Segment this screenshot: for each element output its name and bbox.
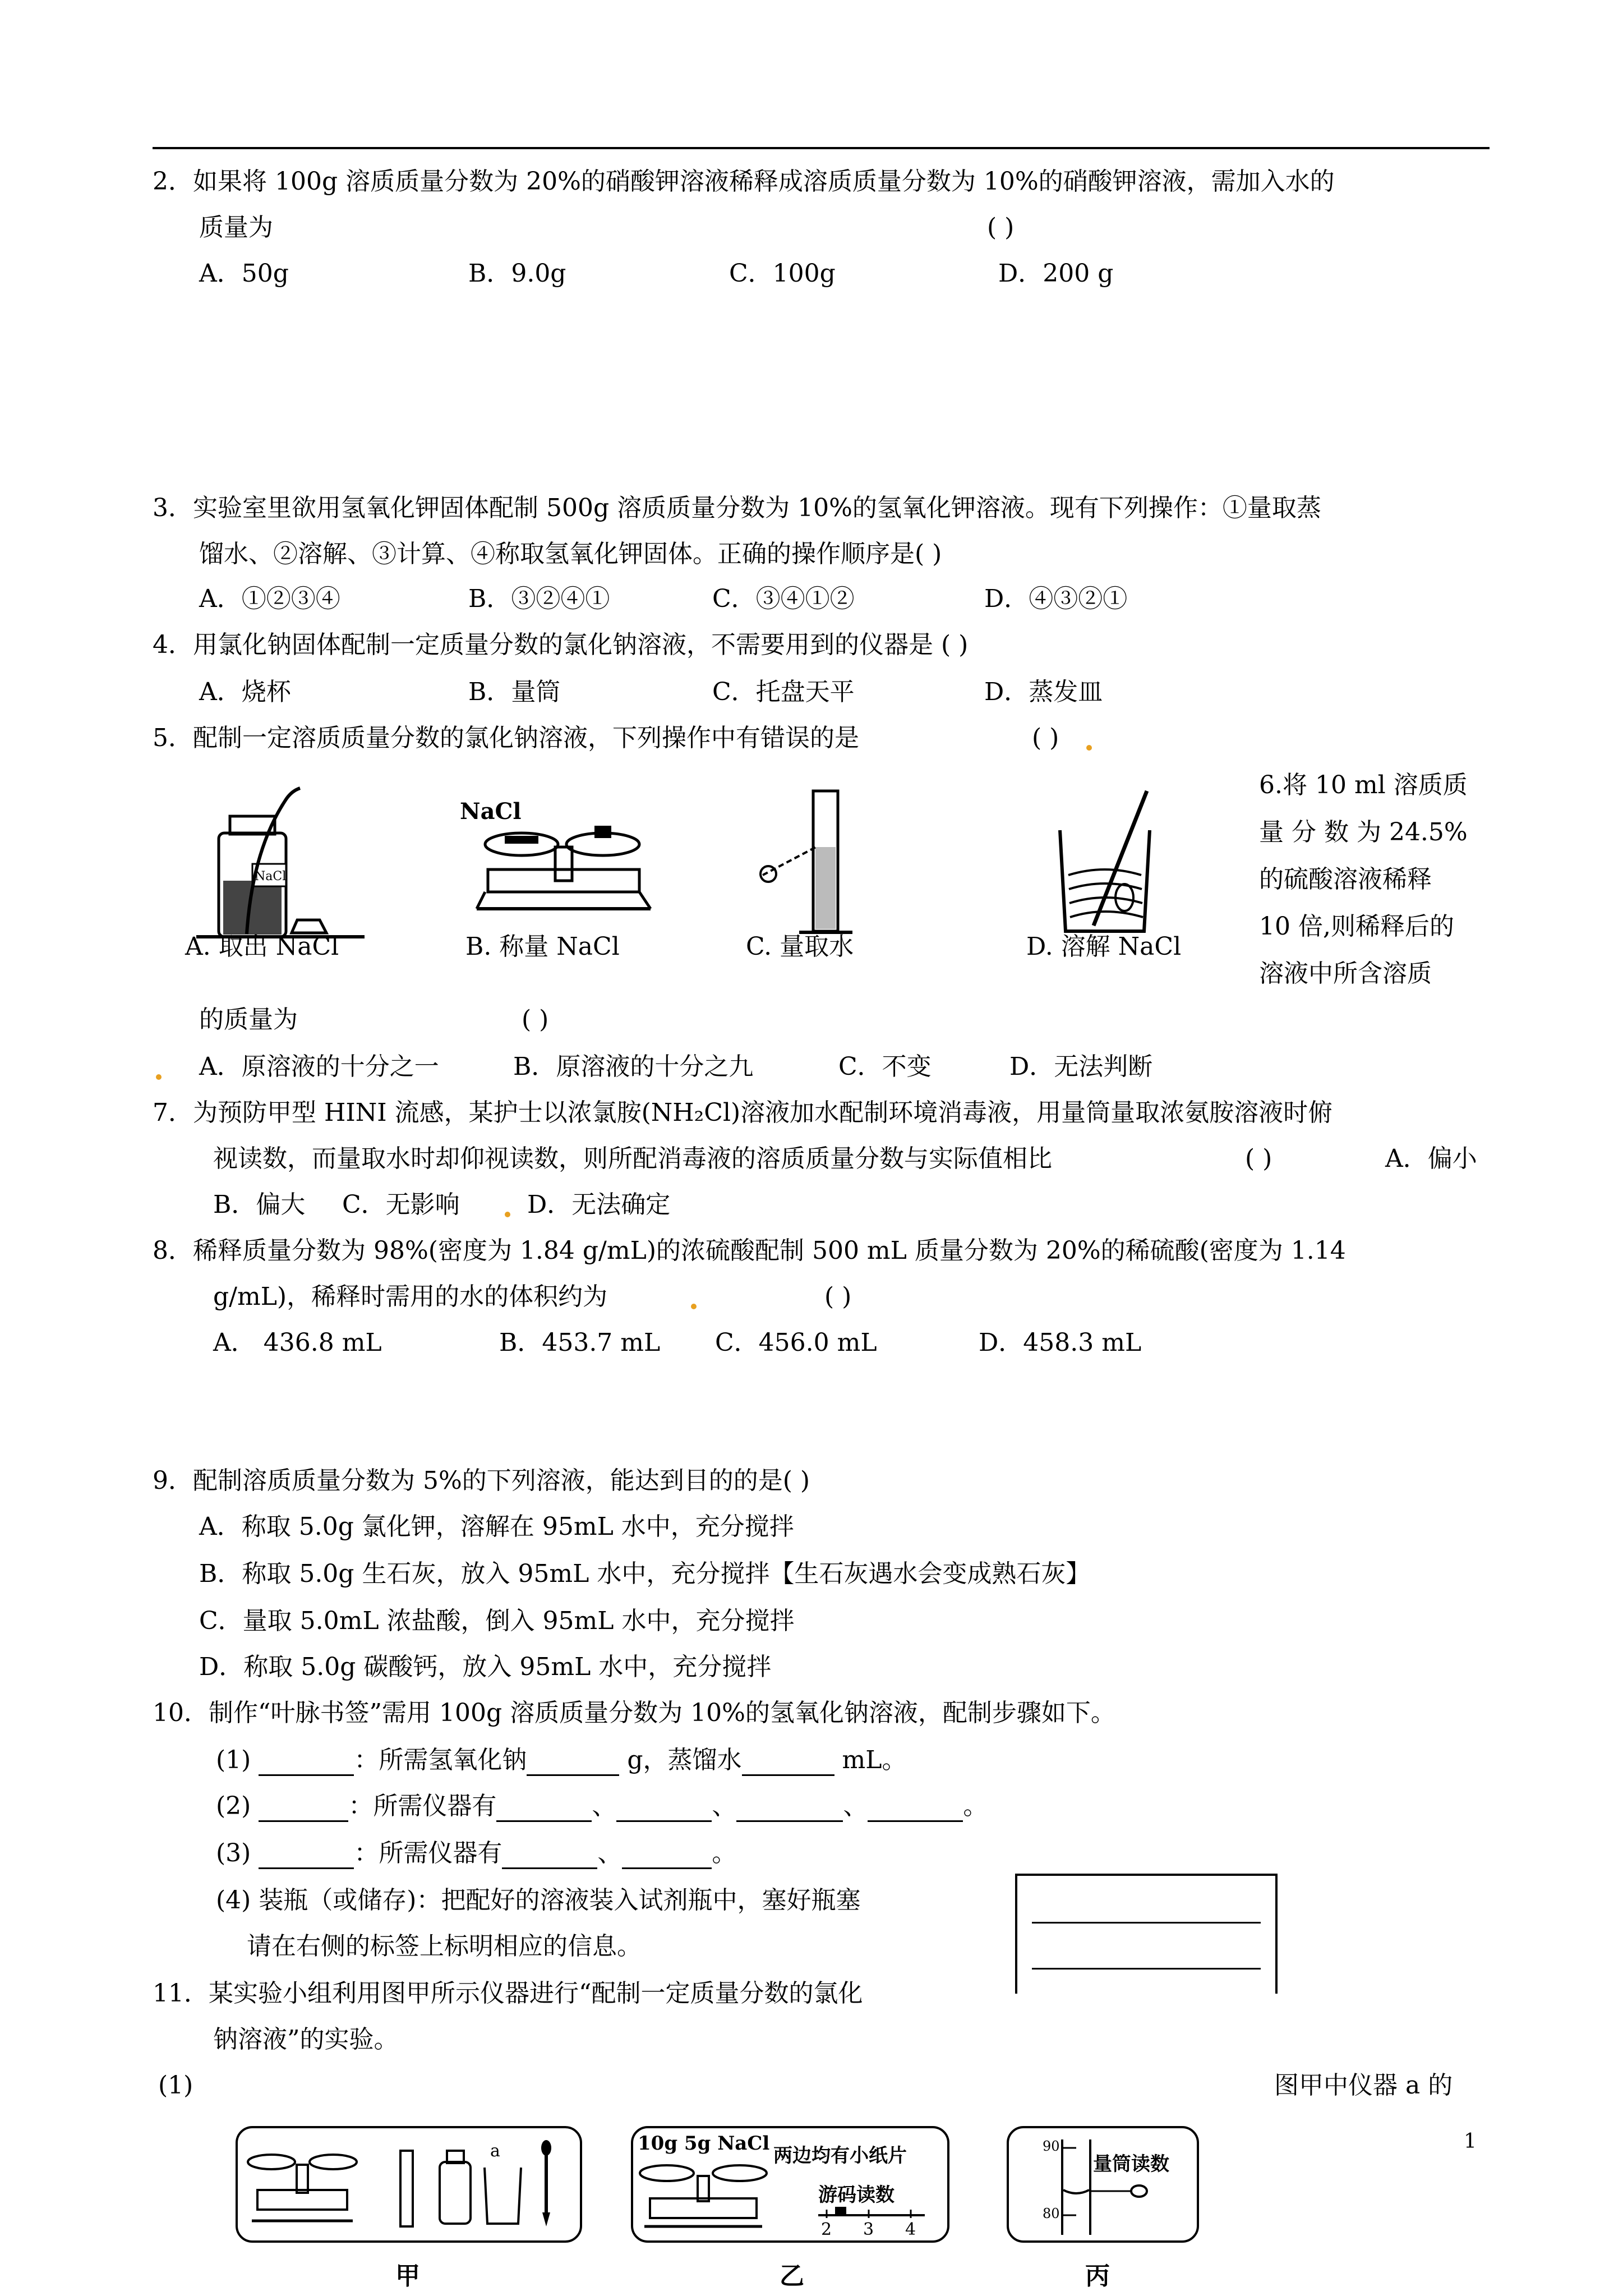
q6-line3: 的硫酸溶液稀释 — [1259, 865, 1432, 894]
q7-line1: 7．为预防甲型 HINI 流感，某护士以浓氯胺(NH₂Cl)溶液加水配制环境消毒液，用量筒量取浓氨胺溶液时俯 — [153, 1098, 1333, 1127]
fig-c-cylinder — [746, 785, 869, 942]
q7-line2: 视读数，而量取水时却仰视读数，则所配消毒液的溶质质量分数与实际值相比 — [213, 1144, 1052, 1173]
fig-b-balance — [454, 791, 667, 937]
figure-bing-reading-label: 量筒读数 — [1093, 2153, 1169, 2175]
q10-step4-line2: 请在右侧的标签上标明相应的信息。 — [247, 1932, 642, 1961]
q8-option-d: D．458.3 mL — [979, 1328, 1142, 1357]
figure-jia-apparatus — [238, 2128, 580, 2240]
q7-option-a: A．偏小 — [1385, 1144, 1477, 1173]
q10-naoh-mass-blank[interactable] — [527, 1752, 619, 1776]
figure-bing-cylinder — [1009, 2128, 1197, 2240]
fig-b-nacl-label: NaCl — [460, 798, 522, 825]
q6-option-c: C．不变 — [838, 1052, 932, 1081]
q10-step3-item1-blank[interactable] — [502, 1845, 597, 1869]
q4-line1: 4．用氯化钠固体配制一定质量分数的氯化钠溶液，不需要用到的仪器是 ( ) — [153, 631, 969, 659]
figure-jia-box — [236, 2126, 582, 2243]
orange-dot-mark — [156, 1074, 162, 1080]
fig-a-caption: A. 取出 NaCl — [185, 932, 339, 961]
figure-yi-balance — [633, 2128, 947, 2240]
q10-step3-item2-blank[interactable] — [622, 1845, 712, 1869]
q6-line5: 溶液中所含溶质 — [1259, 959, 1432, 988]
q7-paren: ( ) — [1245, 1144, 1272, 1173]
q4-option-d: D．蒸发皿 — [984, 678, 1103, 706]
figure-bing-tick-80: 80 — [1043, 2206, 1060, 2221]
q5-paren: ( ) — [1032, 724, 1059, 752]
q6-line4: 10 倍,则稀释后的 — [1259, 912, 1454, 941]
q2-option-c: C．100g — [729, 259, 836, 288]
q9-line1: 9．配制溶质质量分数为 5%的下列溶液，能达到目的的是( ) — [153, 1466, 810, 1495]
q11-line1: 11．某实验小组利用图甲所示仪器进行“配制一定质量分数的氯化 — [153, 1979, 863, 2008]
q9-option-b: B．称取 5.0g 生石灰，放入 95mL 水中，充分搅拌【生石灰遇水会变成熟石灰】 — [199, 1559, 1091, 1588]
q6-line6: 的质量为 — [199, 1005, 298, 1034]
q3-option-b: B．③②④① — [468, 585, 610, 613]
q8-option-b: B．453.7 mL — [499, 1328, 661, 1357]
q6-line1: 6.将 10 ml 溶质质 — [1259, 771, 1468, 799]
fig-d-caption: D. 溶解 NaCl — [1026, 932, 1182, 961]
q4-option-b: B．量筒 — [468, 678, 561, 706]
q2-option-b: B．9.0g — [468, 259, 566, 288]
q11-sub1: (1) — [158, 2071, 193, 2100]
q3-option-d: D．④③②① — [984, 585, 1128, 613]
q7-option-c: C．无影响 — [342, 1190, 460, 1219]
q9-option-a: A．称取 5.0g 氯化钾，溶解在 95mL 水中，充分搅拌 — [199, 1512, 794, 1541]
q8-paren: ( ) — [824, 1282, 852, 1311]
label-line-2 — [1032, 1968, 1261, 1970]
figure-yi-tick-3: 3 — [863, 2220, 874, 2239]
q6-option-d: D．无法判断 — [1009, 1052, 1153, 1081]
q2-option-d: D．200 g — [998, 259, 1114, 288]
q10-step4: (4) 装瓶（或储存)：把配好的溶液装入试剂瓶中，塞好瓶塞 — [216, 1886, 861, 1915]
q10-step2-item2-blank[interactable] — [616, 1798, 712, 1822]
q11-line2: 钠溶液”的实验。 — [213, 2025, 399, 2054]
figure-yi-weights: 10g 5g NaCl — [638, 2132, 770, 2155]
q10-step1: (1) ：所需氢氧化钠 g，蒸馏水 mL。 — [216, 1745, 906, 1776]
q8-line2: g/mL)，稀释时需用的水的体积约为 — [213, 1282, 608, 1311]
q6-option-b: B．原溶液的十分之九 — [513, 1052, 754, 1081]
q2-paren: ( ) — [987, 213, 1015, 242]
q10-step3: (3) ：所需仪器有 、 。 — [216, 1838, 736, 1869]
q3-option-c: C．③④①② — [712, 585, 855, 613]
q4-option-c: C．托盘天平 — [712, 678, 855, 706]
figure-jia-label: 甲 — [395, 2262, 420, 2290]
q6-option-a: A．原溶液的十分之一 — [199, 1052, 439, 1081]
q9-option-d: D．称取 5.0g 碳酸钙，放入 95mL 水中，充分搅拌 — [199, 1653, 772, 1681]
q8-line1: 8．稀释质量分数为 98%(密度为 1.84 g/mL)的浓硫酸配制 500 mL 质量分数为 20%的稀硫酸(密度为 1.14 — [153, 1236, 1346, 1265]
q2-line2: 质量为 — [199, 213, 273, 242]
q7-option-d: D．无法确定 — [527, 1190, 671, 1219]
figure-yi-rider-label: 游码读数 — [818, 2184, 895, 2206]
figure-bing-box — [1007, 2126, 1199, 2243]
q8-option-a: A． 436.8 mL — [213, 1328, 382, 1357]
figure-yi-tick-4: 4 — [905, 2220, 916, 2239]
q5-line1: 5．配制一定溶质质量分数的氯化钠溶液，下列操作中有错误的是 — [153, 724, 859, 752]
q3-line1: 3．实验室里欲用氢氧化钾固体配制 500g 溶质质量分数为 10%的氢氧化钾溶液。现有下列操作：①量取蒸 — [153, 494, 1321, 522]
q3-option-a: A．①②③④ — [199, 585, 340, 613]
page-number: 1 — [1464, 2130, 1477, 2153]
reagent-label-box[interactable] — [1015, 1874, 1278, 1994]
fig-c-caption: C. 量取水 — [746, 932, 854, 961]
q10-water-volume-blank[interactable] — [742, 1752, 834, 1776]
orange-dot-mark — [505, 1212, 510, 1217]
figure-yi-paper-note: 两边均有小纸片 — [773, 2145, 907, 2167]
q10-line1: 10．制作“叶脉书签”需用 100g 溶质质量分数为 10%的氢氧化钠溶液，配制步骤如下。 — [153, 1699, 1115, 1727]
figure-jia-label-a: a — [490, 2141, 500, 2161]
figure-bing-label: 丙 — [1085, 2262, 1110, 2290]
q10-step2: (2) ：所需仪器有 、 、 、 。 — [216, 1791, 988, 1822]
q6-line2: 量 分 数 为 24.5% — [1259, 818, 1468, 846]
q10-step2-item1-blank[interactable] — [496, 1798, 592, 1822]
q7-option-b: B．偏大 — [213, 1190, 306, 1219]
q10-step3-name-blank[interactable] — [259, 1845, 354, 1869]
q2-line1: 2．如果将 100g 溶质质量分数为 20%的硝酸钾溶液稀释成溶质质量分数为 10%的硝酸钾溶液，需加入水的 — [153, 167, 1335, 196]
q10-step2-name-blank[interactable] — [259, 1798, 348, 1822]
q6-paren: ( ) — [522, 1005, 549, 1034]
orange-dot-mark — [1086, 745, 1092, 751]
q4-option-a: A．烧杯 — [199, 678, 291, 706]
q9-option-c: C．量取 5.0mL 浓盐酸，倒入 95mL 水中，充分搅拌 — [199, 1607, 795, 1635]
fig-d-beaker — [1049, 780, 1172, 942]
q3-line2: 馏水、②溶解、③计算、④称取氢氧化钾固体。正确的操作顺序是( ) — [199, 540, 942, 568]
q10-step2-item3-blank[interactable] — [736, 1798, 843, 1822]
q11-sub1-right: 图甲中仪器 a 的 — [1274, 2071, 1453, 2100]
header-rule — [153, 147, 1490, 149]
fig-a-bottle-label: NaCl — [255, 869, 287, 884]
figure-yi-tick-2: 2 — [821, 2220, 832, 2239]
q8-option-c: C．456.0 mL — [715, 1328, 877, 1357]
q10-step2-item4-blank[interactable] — [868, 1798, 963, 1822]
figure-yi-box — [631, 2126, 949, 2243]
figure-yi-label: 乙 — [780, 2262, 804, 2290]
figure-bing-tick-90: 90 — [1043, 2138, 1060, 2154]
q2-option-a: A．50g — [199, 259, 289, 288]
q10-step1-name-blank[interactable] — [259, 1752, 354, 1776]
fig-b-caption: B. 称量 NaCl — [465, 932, 620, 961]
label-line-1 — [1032, 1922, 1261, 1924]
orange-dot-mark — [691, 1304, 697, 1309]
